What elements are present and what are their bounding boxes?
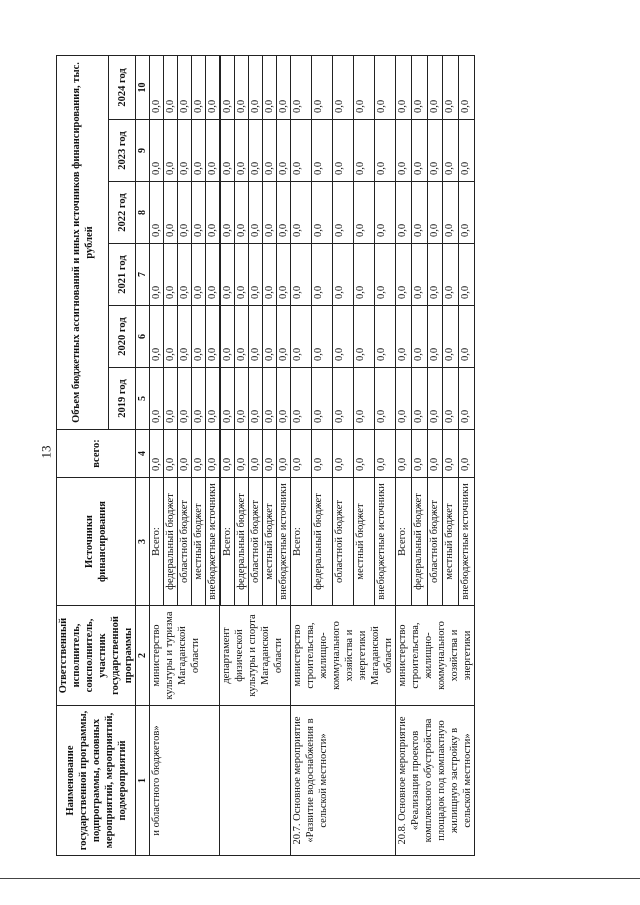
row-value: 0,0 xyxy=(150,182,164,244)
row-value: 0,0 xyxy=(411,244,427,306)
column-index: 10 xyxy=(136,55,150,119)
row-value: 0,0 xyxy=(354,430,375,478)
row-value: 0,0 xyxy=(277,55,291,119)
row-value: 0,0 xyxy=(206,182,220,244)
column-index: 1 xyxy=(136,706,150,856)
row-source: внебюджетные источники xyxy=(206,478,220,606)
row-value: 0,0 xyxy=(164,120,178,182)
header-name: Наименование государственной программы, подпрограммы, основных мероприятий, мероприятий, подмероприятий xyxy=(57,706,136,856)
row-value: 0,0 xyxy=(354,120,375,182)
row-value: 0,0 xyxy=(178,244,192,306)
row-value: 0,0 xyxy=(178,55,192,119)
row-value: 0,0 xyxy=(427,244,443,306)
row-value: 0,0 xyxy=(427,430,443,478)
row-name: 20.8. Основное мероприятие «Реализация проектов комплексного обустройства площадок под компактную жилищную застройку в сельской местности» xyxy=(396,706,475,856)
row-value: 0,0 xyxy=(150,430,164,478)
row-value: 0,0 xyxy=(312,306,333,368)
row-value: 0,0 xyxy=(277,368,291,430)
row-value: 0,0 xyxy=(249,55,263,119)
row-value: 0,0 xyxy=(443,430,459,478)
row-value: 0,0 xyxy=(277,306,291,368)
row-value: 0,0 xyxy=(235,306,249,368)
row-value: 0,0 xyxy=(221,244,235,306)
bottom-rule xyxy=(0,878,640,879)
row-value: 0,0 xyxy=(206,55,220,119)
row-value: 0,0 xyxy=(192,306,206,368)
row-value: 0,0 xyxy=(178,368,192,430)
rotated-table-area xyxy=(56,56,526,856)
row-value: 0,0 xyxy=(427,120,443,182)
row-value: 0,0 xyxy=(427,55,443,119)
header-year: 2019 год xyxy=(109,368,136,430)
row-source: внебюджетные источники xyxy=(277,478,291,606)
row-value: 0,0 xyxy=(354,368,375,430)
row-value: 0,0 xyxy=(443,368,459,430)
header-year: 2023 год xyxy=(109,120,136,182)
row-value: 0,0 xyxy=(443,120,459,182)
row-value: 0,0 xyxy=(150,244,164,306)
row-value: 0,0 xyxy=(263,120,277,182)
row-value: 0,0 xyxy=(221,182,235,244)
header-year: 2024 год xyxy=(109,55,136,119)
row-value: 0,0 xyxy=(206,120,220,182)
row-value: 0,0 xyxy=(164,244,178,306)
column-index: 7 xyxy=(136,244,150,306)
row-source: внебюджетные источники xyxy=(459,478,475,606)
row-source: местный бюджет xyxy=(192,478,206,606)
row-value: 0,0 xyxy=(178,306,192,368)
row-value: 0,0 xyxy=(249,182,263,244)
budget-table xyxy=(56,55,475,856)
row-value: 0,0 xyxy=(427,182,443,244)
row-value: 0,0 xyxy=(411,430,427,478)
row-value: 0,0 xyxy=(333,244,354,306)
row-value: 0,0 xyxy=(249,368,263,430)
row-value: 0,0 xyxy=(411,182,427,244)
row-source: федеральный бюджет xyxy=(411,478,427,606)
row-value: 0,0 xyxy=(443,306,459,368)
row-value: 0,0 xyxy=(443,55,459,119)
row-source: областной бюджет xyxy=(427,478,443,606)
header-year: 2020 год xyxy=(109,306,136,368)
row-source: федеральный бюджет xyxy=(312,478,333,606)
row-value: 0,0 xyxy=(354,55,375,119)
row-value: 0,0 xyxy=(411,306,427,368)
row-value: 0,0 xyxy=(312,430,333,478)
row-value: 0,0 xyxy=(443,244,459,306)
row-value: 0,0 xyxy=(333,306,354,368)
row-source: областной бюджет xyxy=(333,478,354,606)
row-source: местный бюджет xyxy=(263,478,277,606)
row-value: 0,0 xyxy=(164,55,178,119)
column-index: 8 xyxy=(136,182,150,244)
row-value: 0,0 xyxy=(443,182,459,244)
row-source: местный бюджет xyxy=(443,478,459,606)
header-total: всего: xyxy=(57,430,136,478)
row-value: 0,0 xyxy=(354,182,375,244)
row-value: 0,0 xyxy=(235,430,249,478)
row-value: 0,0 xyxy=(312,55,333,119)
column-index: 4 xyxy=(136,430,150,478)
row-responsible: министерство строительства, жилищно-коммунального хозяйства и энергетики xyxy=(396,606,475,706)
row-value: 0,0 xyxy=(150,368,164,430)
row-value: 0,0 xyxy=(235,55,249,119)
row-value: 0,0 xyxy=(263,430,277,478)
row-value: 0,0 xyxy=(192,120,206,182)
table-row xyxy=(291,55,312,855)
column-index: 3 xyxy=(136,478,150,606)
row-value: 0,0 xyxy=(249,120,263,182)
row-value: 0,0 xyxy=(396,430,412,478)
row-value: 0,0 xyxy=(396,306,412,368)
row-value: 0,0 xyxy=(396,55,412,119)
row-value: 0,0 xyxy=(206,368,220,430)
row-value: 0,0 xyxy=(150,306,164,368)
row-value: 0,0 xyxy=(459,306,475,368)
row-value: 0,0 xyxy=(375,368,396,430)
row-value: 0,0 xyxy=(459,55,475,119)
row-value: 0,0 xyxy=(333,55,354,119)
row-value: 0,0 xyxy=(291,182,312,244)
row-value: 0,0 xyxy=(164,182,178,244)
row-value: 0,0 xyxy=(192,182,206,244)
row-value: 0,0 xyxy=(375,244,396,306)
row-source: внебюджетные источники xyxy=(375,478,396,606)
row-value: 0,0 xyxy=(221,430,235,478)
row-value: 0,0 xyxy=(291,55,312,119)
row-value: 0,0 xyxy=(291,120,312,182)
row-value: 0,0 xyxy=(396,368,412,430)
row-value: 0,0 xyxy=(206,244,220,306)
row-source: Всего: xyxy=(150,478,164,606)
column-index: 9 xyxy=(136,120,150,182)
row-value: 0,0 xyxy=(312,120,333,182)
row-value: 0,0 xyxy=(411,55,427,119)
row-value: 0,0 xyxy=(354,244,375,306)
row-value: 0,0 xyxy=(459,244,475,306)
row-value: 0,0 xyxy=(178,430,192,478)
row-value: 0,0 xyxy=(150,55,164,119)
header-volume: Объем бюджетных ассигнований и иных источников финансирования, тыс. рублей xyxy=(57,55,109,429)
row-value: 0,0 xyxy=(221,120,235,182)
row-value: 0,0 xyxy=(249,306,263,368)
row-value: 0,0 xyxy=(459,368,475,430)
column-index: 6 xyxy=(136,306,150,368)
row-source: областной бюджет xyxy=(249,478,263,606)
row-responsible: департамент физической культуры и спорта Магаданской области xyxy=(220,606,291,706)
row-value: 0,0 xyxy=(277,244,291,306)
row-value: 0,0 xyxy=(235,182,249,244)
row-value: 0,0 xyxy=(333,368,354,430)
row-value: 0,0 xyxy=(333,430,354,478)
row-value: 0,0 xyxy=(411,120,427,182)
row-source: Всего: xyxy=(221,478,235,606)
row-value: 0,0 xyxy=(164,368,178,430)
row-value: 0,0 xyxy=(263,306,277,368)
row-source: Всего: xyxy=(396,478,412,606)
row-value: 0,0 xyxy=(192,430,206,478)
table-row xyxy=(150,55,164,855)
row-value: 0,0 xyxy=(178,182,192,244)
row-value: 0,0 xyxy=(375,55,396,119)
row-value: 0,0 xyxy=(375,430,396,478)
row-value: 0,0 xyxy=(221,368,235,430)
row-value: 0,0 xyxy=(263,368,277,430)
row-value: 0,0 xyxy=(459,120,475,182)
row-value: 0,0 xyxy=(291,368,312,430)
row-value: 0,0 xyxy=(192,368,206,430)
column-index: 5 xyxy=(136,368,150,430)
row-value: 0,0 xyxy=(164,306,178,368)
row-value: 0,0 xyxy=(249,430,263,478)
header-responsible: Ответственный исполнитель, соисполнитель, участник государственной программы xyxy=(57,606,136,706)
row-value: 0,0 xyxy=(291,306,312,368)
row-value: 0,0 xyxy=(411,368,427,430)
row-value: 0,0 xyxy=(249,244,263,306)
row-value: 0,0 xyxy=(333,120,354,182)
row-value: 0,0 xyxy=(192,55,206,119)
row-name xyxy=(220,706,291,856)
row-source: местный бюджет xyxy=(354,478,375,606)
page-number: 13 xyxy=(38,445,54,459)
row-name: 20.7. Основное мероприятие «Развитие водоснабжения в сельской местности» xyxy=(291,706,396,856)
row-source: федеральный бюджет xyxy=(235,478,249,606)
row-value: 0,0 xyxy=(312,182,333,244)
row-name: и областного бюджетов» xyxy=(150,706,220,856)
row-responsible: министерство строительства, жилищно-коммунального хозяйства и энергетики Магаданской области xyxy=(291,606,396,706)
row-value: 0,0 xyxy=(263,244,277,306)
row-value: 0,0 xyxy=(150,120,164,182)
row-value: 0,0 xyxy=(235,120,249,182)
row-value: 0,0 xyxy=(192,244,206,306)
column-index: 2 xyxy=(136,606,150,706)
header-year: 2021 год xyxy=(109,244,136,306)
row-value: 0,0 xyxy=(459,430,475,478)
row-source: федеральный бюджет xyxy=(164,478,178,606)
row-source: областной бюджет xyxy=(178,478,192,606)
header-sources: Источники финансирования xyxy=(57,478,136,606)
table-body xyxy=(150,55,475,855)
row-value: 0,0 xyxy=(263,182,277,244)
row-value: 0,0 xyxy=(396,120,412,182)
row-value: 0,0 xyxy=(427,306,443,368)
row-value: 0,0 xyxy=(291,430,312,478)
row-value: 0,0 xyxy=(312,368,333,430)
row-value: 0,0 xyxy=(459,182,475,244)
header-year: 2022 год xyxy=(109,182,136,244)
row-value: 0,0 xyxy=(354,306,375,368)
row-value: 0,0 xyxy=(427,368,443,430)
row-value: 0,0 xyxy=(178,120,192,182)
row-value: 0,0 xyxy=(375,306,396,368)
row-value: 0,0 xyxy=(277,120,291,182)
row-value: 0,0 xyxy=(291,244,312,306)
row-value: 0,0 xyxy=(396,244,412,306)
row-value: 0,0 xyxy=(164,430,178,478)
row-value: 0,0 xyxy=(221,55,235,119)
row-value: 0,0 xyxy=(221,306,235,368)
row-source: Всего: xyxy=(291,478,312,606)
table-row xyxy=(396,55,412,855)
row-value: 0,0 xyxy=(312,244,333,306)
row-value: 0,0 xyxy=(206,430,220,478)
row-value: 0,0 xyxy=(396,182,412,244)
row-value: 0,0 xyxy=(277,182,291,244)
row-value: 0,0 xyxy=(375,182,396,244)
row-value: 0,0 xyxy=(235,368,249,430)
row-value: 0,0 xyxy=(263,55,277,119)
row-value: 0,0 xyxy=(333,182,354,244)
row-value: 0,0 xyxy=(277,430,291,478)
row-responsible: министерство культуры и туризма Магаданской области xyxy=(150,606,220,706)
row-value: 0,0 xyxy=(206,306,220,368)
row-value: 0,0 xyxy=(235,244,249,306)
row-value: 0,0 xyxy=(375,120,396,182)
